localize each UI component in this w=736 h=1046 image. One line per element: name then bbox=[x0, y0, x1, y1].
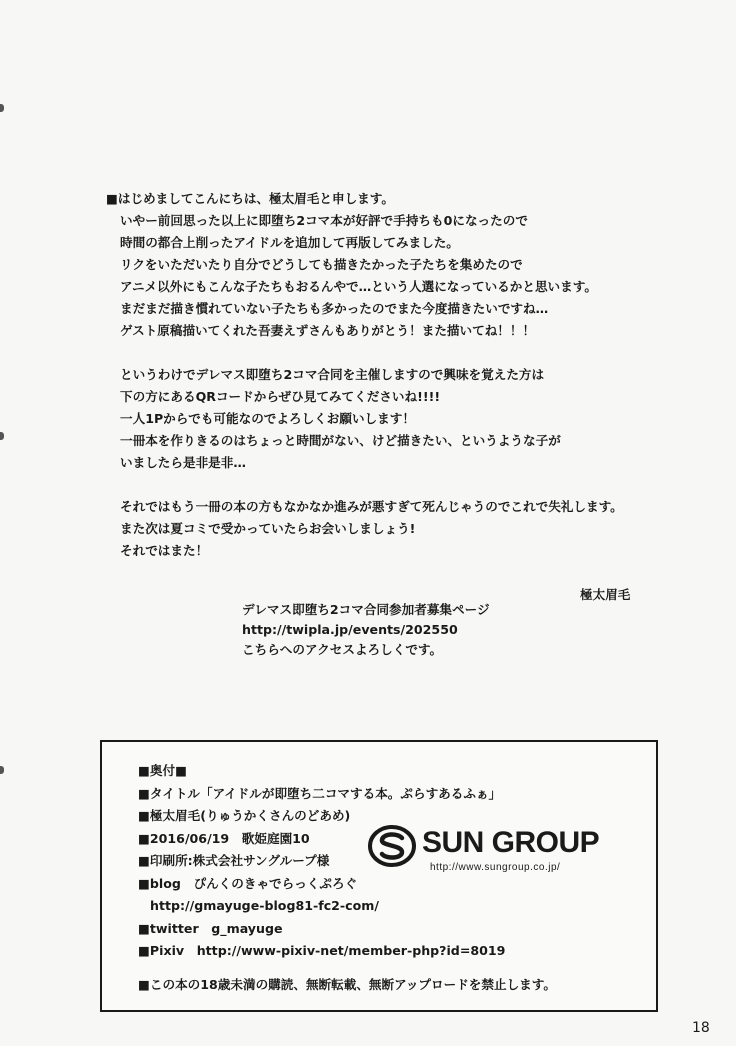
message-line: アニメ以外にもこんな子たちもおるんやで…という人選になっているかと思います。 bbox=[120, 279, 597, 294]
recruitment-note: こちらへのアクセスよろしくです。 bbox=[242, 642, 443, 657]
message-line: いやー前回思った以上に即堕ち2コマ本が好評で手持ちも0になったので bbox=[120, 213, 528, 228]
colophon-notice: ■この本の18歳未満の購読、無断転載、無断アップロードを禁止します。 bbox=[138, 977, 556, 992]
recruitment-title: デレマス即堕ち2コマ合同参加者募集ページ bbox=[242, 602, 490, 617]
colophon-twitter: ■twitter g_mayuge bbox=[138, 920, 283, 936]
message-line: 時間の都合上削ったアイドルを追加して再版してみました。 bbox=[120, 235, 459, 250]
message-paragraph-3 bbox=[120, 496, 623, 562]
signature: 極太眉毛 bbox=[580, 587, 631, 602]
recruitment-url[interactable]: http://twipla.jp/events/202550 bbox=[242, 622, 458, 637]
message-line: 下の方にあるQRコードからぜひ見てみてくださいね!!!! bbox=[120, 389, 441, 404]
message-line: それではもう一冊の本の方もなかなか進みが悪すぎて死んじゃうのでこれで失礼します。 bbox=[120, 499, 623, 514]
binding-mark bbox=[0, 766, 4, 774]
message-line: それではまた！ bbox=[120, 543, 209, 558]
colophon-heading: ■奥付■ bbox=[138, 763, 187, 778]
colophon-title: ■タイトル「アイドルが即堕ち二コマする本。ぷらすあるふぁ」 bbox=[138, 785, 502, 801]
message-line: 一冊本を作りきるのはちょっと時間がない、けど描きたい、というような子が bbox=[120, 433, 561, 448]
sungroup-logo bbox=[368, 824, 638, 878]
sungroup-mark-icon bbox=[368, 824, 416, 868]
colophon-author: ■極太眉毛(りゅうかくさんのどあめ) bbox=[138, 808, 351, 823]
logo-url[interactable]: http://www.sungroup.co.jp/ bbox=[430, 862, 561, 873]
message-line: いましたら是非是非… bbox=[120, 455, 246, 470]
colophon-box bbox=[100, 740, 658, 1012]
logo-brand: SUN GROUP bbox=[422, 826, 600, 859]
message-paragraph-1 bbox=[106, 188, 597, 342]
message-line: というわけでデレマス即堕ち2コマ合同を主催しますので興味を覚えた方は bbox=[120, 367, 545, 382]
page-number: 18 bbox=[692, 1020, 710, 1036]
message-paragraph-2 bbox=[120, 364, 561, 474]
colophon-printer: ■印刷所:株式会社サングループ様 bbox=[138, 853, 330, 868]
message-line: リクをいただいたり自分でどうしても描きたかった子たちを集めたので bbox=[120, 257, 523, 272]
colophon-blog: ■blog ぴんくのきゃでらっくぷろぐ bbox=[138, 875, 358, 891]
message-line: ■はじめましてこんにちは、極太眉毛と申します。 bbox=[106, 191, 394, 206]
binding-mark bbox=[0, 432, 4, 440]
binding-mark bbox=[0, 104, 4, 112]
colophon-blog-url[interactable]: http://gmayuge-blog81-fc2-com/ bbox=[150, 898, 379, 913]
recruitment-block bbox=[242, 600, 490, 660]
message-line: ゲスト原稿描いてくれた吾妻えずさんもありがとう！また描いてね！！！ bbox=[120, 323, 536, 338]
colophon-pixiv: ■Pixiv http://www-pixiv-net/member-php?id=8019 bbox=[138, 943, 506, 958]
message-line: 一人1Pからでも可能なのでよろしくお願いします！ bbox=[120, 411, 415, 426]
message-line: まだまだ描き慣れていない子たちも多かったのでまた今度描きたいですね… bbox=[120, 301, 549, 316]
message-line: また次は夏コミで受かっていたらお会いしましょう! bbox=[120, 521, 416, 536]
colophon-date: ■2016/06/19 歌姫庭園10 bbox=[138, 830, 310, 846]
